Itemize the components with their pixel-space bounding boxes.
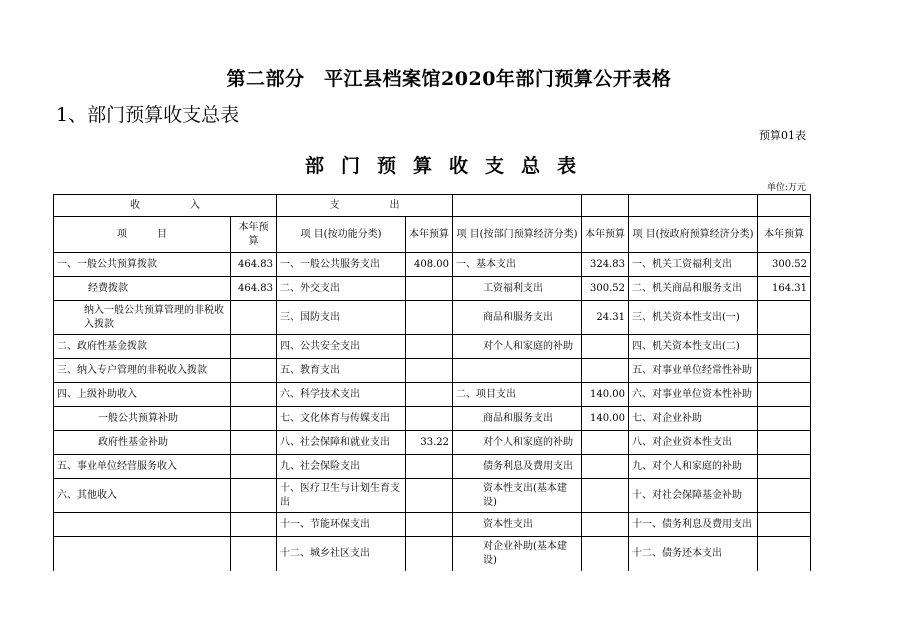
cell-income-item: 一般公共预算补助 <box>54 407 231 431</box>
table-row <box>54 301 811 335</box>
cell-gov-budget: 300.52 <box>758 253 811 277</box>
cell-income-item: 政府性基金补助 <box>54 431 231 455</box>
table-title: 部门预算收支总表 <box>304 155 593 177</box>
cell-income-budget: 464.83 <box>231 277 277 301</box>
cell-dept-item: 商品和服务支出 <box>453 301 582 335</box>
header-blank <box>629 195 758 217</box>
cell-income-item: 三、纳入专户管理的非税收入拨款 <box>54 359 231 383</box>
cell-func-budget <box>406 383 453 407</box>
cell-dept-budget <box>582 431 629 455</box>
page-title: 第二部分 平江县档案馆2020年部门预算公开表格 <box>226 68 672 90</box>
col-header-func-item: 项 目(按功能分类) <box>277 217 406 253</box>
cell-gov-budget <box>758 431 811 455</box>
cell-dept-budget <box>582 335 629 359</box>
cell-income-budget <box>231 513 277 537</box>
cell-gov-budget: 164.31 <box>758 277 811 301</box>
cell-func-budget <box>406 277 453 301</box>
table-row <box>54 537 811 571</box>
header-blank <box>758 195 811 217</box>
cell-gov-budget <box>758 479 811 513</box>
cell-func-item: 九、社会保险支出 <box>277 455 406 479</box>
col-header-income-item: 项 目 <box>54 217 231 253</box>
cell-dept-budget: 140.00 <box>582 383 629 407</box>
cell-func-budget <box>406 479 453 513</box>
cell-income-item: 五、事业单位经营服务收入 <box>54 455 231 479</box>
table-row <box>54 335 811 359</box>
cell-func-item: 三、国防支出 <box>277 301 406 335</box>
cell-gov-item: 四、机关资本性支出(二) <box>629 335 758 359</box>
cell-gov-item: 七、对企业补助 <box>629 407 758 431</box>
header-blank <box>453 195 582 217</box>
cell-gov-budget <box>758 301 811 335</box>
col-header-gov-item: 项 目(按政府预算经济分类) <box>629 217 758 253</box>
cell-income-budget <box>231 537 277 571</box>
cell-dept-budget <box>582 359 629 383</box>
cell-func-item: 十一、节能环保支出 <box>277 513 406 537</box>
cell-func-item: 四、公共安全支出 <box>277 335 406 359</box>
cell-dept-item: 对个人和家庭的补助 <box>453 335 582 359</box>
table-number: 预算01表 <box>759 129 806 142</box>
cell-dept-budget <box>582 513 629 537</box>
table-row <box>54 431 811 455</box>
expense-group-header: 支 出 <box>277 195 453 217</box>
cell-income-item <box>54 513 231 537</box>
cell-income-budget <box>231 407 277 431</box>
cell-gov-item: 三、机关资本性支出(一) <box>629 301 758 335</box>
cell-func-budget <box>406 407 453 431</box>
section-heading: 1、部门预算收支总表 <box>56 104 240 126</box>
col-header-func-budget: 本年预算 <box>406 217 453 253</box>
cell-func-item: 五、教育支出 <box>277 359 406 383</box>
cell-gov-budget <box>758 537 811 571</box>
cell-func-budget <box>406 537 453 571</box>
cell-dept-item: 对企业补助(基本建设) <box>453 537 582 571</box>
cell-gov-budget <box>758 383 811 407</box>
cell-dept-budget <box>582 455 629 479</box>
cell-dept-item: 商品和服务支出 <box>453 407 582 431</box>
cell-gov-budget <box>758 455 811 479</box>
cell-dept-item: 资本性支出(基本建设) <box>453 479 582 513</box>
cell-func-budget: 33.22 <box>406 431 453 455</box>
cell-func-budget <box>406 455 453 479</box>
cell-income-budget <box>231 301 277 335</box>
cell-func-budget: 408.00 <box>406 253 453 277</box>
cell-income-item: 经费拨款 <box>54 277 231 301</box>
cell-gov-budget <box>758 359 811 383</box>
cell-gov-budget <box>758 335 811 359</box>
cell-gov-budget <box>758 407 811 431</box>
cell-income-item <box>54 537 231 571</box>
cell-income-budget <box>231 431 277 455</box>
cell-gov-item: 五、对事业单位经常性补助 <box>629 359 758 383</box>
table-row <box>54 407 811 431</box>
cell-func-item: 一、一般公共服务支出 <box>277 253 406 277</box>
cell-dept-budget: 140.00 <box>582 407 629 431</box>
cell-func-budget <box>406 301 453 335</box>
cell-income-item: 二、政府性基金拨款 <box>54 335 231 359</box>
cell-dept-budget <box>582 537 629 571</box>
col-header-dept-item: 项 目(按部门预算经济分类) <box>453 217 582 253</box>
cell-income-budget <box>231 455 277 479</box>
cell-income-item: 六、其他收入 <box>54 479 231 513</box>
cell-gov-item: 一、机关工资福利支出 <box>629 253 758 277</box>
cell-dept-item: 对个人和家庭的补助 <box>453 431 582 455</box>
cell-income-budget <box>231 479 277 513</box>
cell-gov-item: 九、对个人和家庭的补助 <box>629 455 758 479</box>
col-header-gov-budget: 本年预算 <box>758 217 811 253</box>
cell-func-budget <box>406 359 453 383</box>
cell-dept-budget: 324.83 <box>582 253 629 277</box>
cell-func-budget <box>406 513 453 537</box>
table-row <box>54 359 811 383</box>
cell-func-item: 七、文化体育与传媒支出 <box>277 407 406 431</box>
table-row <box>54 277 811 301</box>
cell-dept-item: 二、项目支出 <box>453 383 582 407</box>
cell-func-item: 十、医疗卫生与计划生育支出 <box>277 479 406 513</box>
cell-gov-item: 二、机关商品和服务支出 <box>629 277 758 301</box>
unit-label: 单位:万元 <box>766 183 806 193</box>
cell-dept-item: 资本性支出 <box>453 513 582 537</box>
table-row <box>54 253 811 277</box>
col-header-income-budget: 本年预算 <box>231 217 277 253</box>
cell-dept-item: 工资福利支出 <box>453 277 582 301</box>
cell-income-item: 一、一般公共预算拨款 <box>54 253 231 277</box>
cell-income-item: 四、上级补助收入 <box>54 383 231 407</box>
cell-func-budget <box>406 335 453 359</box>
cell-dept-budget: 24.31 <box>582 301 629 335</box>
cell-dept-budget <box>582 479 629 513</box>
cell-gov-item: 十一、债务利息及费用支出 <box>629 513 758 537</box>
cell-income-budget <box>231 383 277 407</box>
cell-gov-item: 十、对社会保障基金补助 <box>629 479 758 513</box>
cell-gov-item: 八、对企业资本性支出 <box>629 431 758 455</box>
table-row <box>54 513 811 537</box>
income-group-header: 收 入 <box>54 195 277 217</box>
cell-gov-item: 十二、债务还本支出 <box>629 537 758 571</box>
cell-dept-item <box>453 359 582 383</box>
cell-gov-budget <box>758 513 811 537</box>
header-blank <box>582 195 629 217</box>
table-row <box>54 455 811 479</box>
cell-dept-item: 债务利息及费用支出 <box>453 455 582 479</box>
cell-func-item: 十二、城乡社区支出 <box>277 537 406 571</box>
cell-func-item: 八、社会保障和就业支出 <box>277 431 406 455</box>
cell-gov-item: 六、对事业单位资本性补助 <box>629 383 758 407</box>
cell-func-item: 六、科学技术支出 <box>277 383 406 407</box>
cell-income-budget <box>231 335 277 359</box>
cell-func-item: 二、外交支出 <box>277 277 406 301</box>
budget-summary-table <box>53 194 811 571</box>
col-header-dept-budget: 本年预算 <box>582 217 629 253</box>
cell-income-budget: 464.83 <box>231 253 277 277</box>
cell-dept-item: 一、基本支出 <box>453 253 582 277</box>
table-row <box>54 383 811 407</box>
table-row <box>54 479 811 513</box>
cell-income-budget <box>231 359 277 383</box>
cell-dept-budget: 300.52 <box>582 277 629 301</box>
cell-income-item: 纳入一般公共预算管理的非税收入拨款 <box>54 301 231 335</box>
